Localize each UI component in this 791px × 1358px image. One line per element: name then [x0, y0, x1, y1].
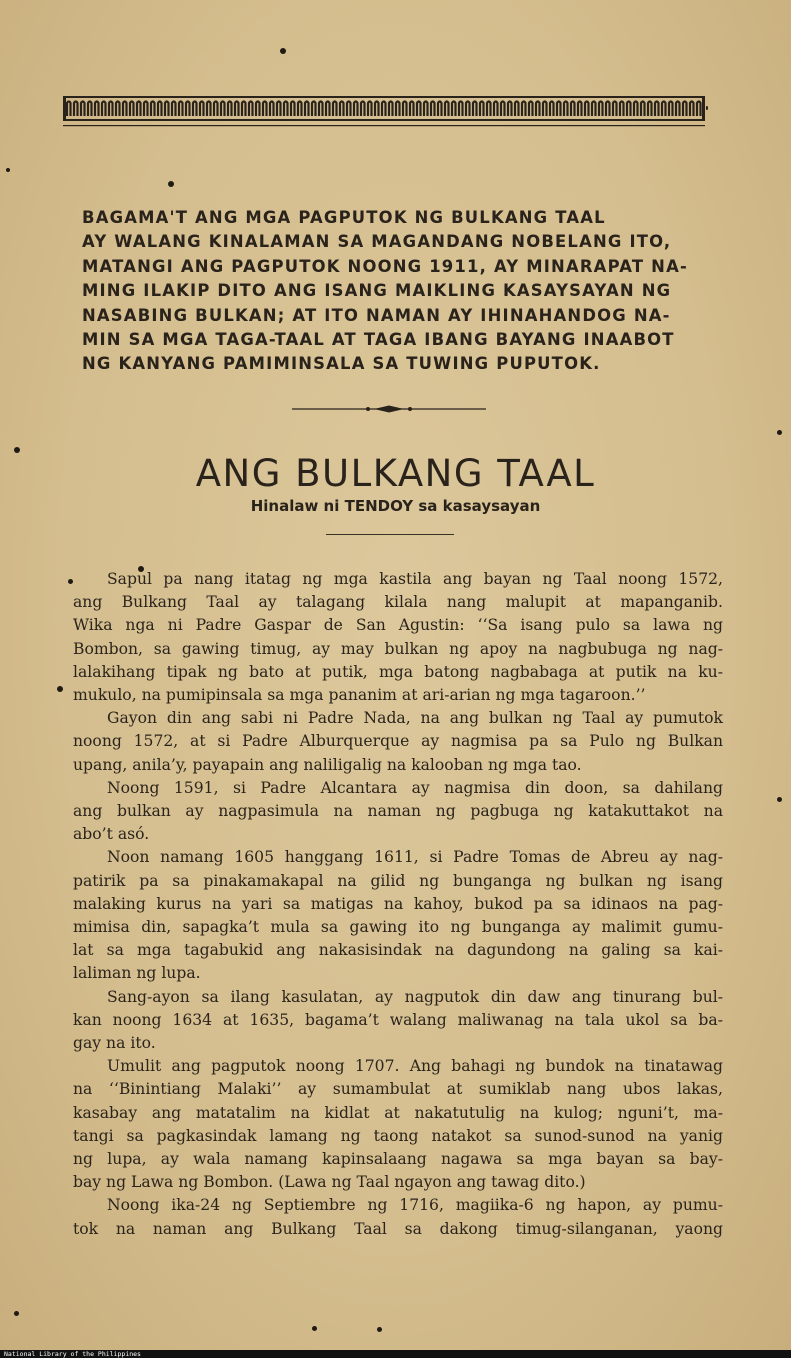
paragraph [73, 707, 723, 777]
text-line: ng lupa, ay wala namang kapinsalaang nagawa sa mga bayan sa bay- [73, 1150, 723, 1169]
text-line: Gayon din ang sabi ni Padre Nada, na ang bulkan ng Taal ay pumutok [107, 709, 723, 728]
text-line: lat sa mga tagabukid ang nakasisindak na dagundong na galing sa kai- [73, 941, 723, 960]
text-line: Noong ika-24 ng Septiembre ng 1716, magiika-6 ng hapon, ay pumu- [107, 1196, 723, 1215]
paragraph [73, 986, 723, 1056]
text-line: tangi sa pagkasindak lamang ng taong natakot sa sunod-sunod na yanig [73, 1126, 723, 1145]
paragraph [73, 1055, 723, 1194]
text-line: laliman ng lupa. [73, 964, 201, 983]
text-line: bay ng Lawa ng Bombon. (Lawa ng Taal ngayon ang tawag dito.) [73, 1173, 586, 1192]
speck [777, 797, 782, 802]
ornament-divider [292, 404, 486, 414]
text-line: gay na ito. [73, 1034, 156, 1053]
paragraph [73, 1194, 723, 1240]
speck [377, 1327, 382, 1332]
page-subtitle: Hinalaw ni TENDOY sa kasaysayan [250, 497, 541, 515]
text-line: lalakihang tipak ng bato at putik, mga batong nagbabaga at putik na ku- [73, 662, 723, 681]
paragraph [73, 846, 723, 985]
dedication-line: MING ILAKIP DITO ANG ISANG MAIKLING KASAYSAYAN NG [82, 281, 672, 301]
page-title: ANG BULKANG TAAL [195, 452, 596, 495]
dedication-line: AY WALANG KINALAMAN SA MAGANDANG NOBELANG ITO, [82, 232, 672, 252]
text-line: Wika nga ni Padre Gaspar de San Agustin: ‘‘Sa isang pulo sa lawa ng [73, 616, 723, 635]
dedication-line: NG KANYANG PAMIMINSALA SA TUWING PUPUTOK. [82, 354, 601, 374]
speck [57, 686, 63, 692]
text-line: malaking kurus na yari sa matigas na kahoy, bukod pa sa idinaos na pag- [73, 894, 723, 913]
text-line: ang Bulkang Taal ay talagang kilala nang malupit at mapanganib. [73, 593, 723, 612]
text-line: mimisa din, sapagka’t mula sa gawing ito ng bunganga ay malimit gumu- [73, 918, 723, 937]
text-line: mukulo, na pumipinsala sa mga pananim at ari-arian ng mga tagaroon.’’ [73, 686, 646, 705]
dedication-line: MATANGI ANG PAGPUTOK NOONG 1911, AY MINARAPAT NA- [82, 256, 688, 276]
dedication-line: MIN SA MGA TAGA-TAAL AT TAGA IBANG BAYANG INAABOT [82, 330, 675, 350]
paragraph [73, 777, 723, 847]
speck [6, 168, 10, 172]
dedication-line: BAGAMA'T ANG MGA PAGPUTOK NG BULKANG TAAL [82, 208, 606, 227]
speck [14, 1311, 19, 1316]
text-line: ang bulkan ay nagpasimula na naman ng pagbuga ng katakuttakot na [73, 802, 723, 821]
text-line: tok na naman ang Bulkang Taal sa dakong timug-silanganan, yaong [73, 1219, 723, 1238]
decorative-border [63, 92, 708, 130]
text-line: Sapul pa nang itatag ng mga kastila ang bayan ng Taal noong 1572, [107, 570, 723, 588]
speck [168, 181, 174, 187]
text-line: abo’t asó. [73, 825, 150, 844]
text-line: patirik pa sa pinakamakapal na gilid ng bunganga ng bulkan ng isang [73, 871, 723, 890]
text-line: na ‘‘Binintiang Malaki’’ ay sumambulat at sumiklab nang ubos lakas, [73, 1080, 723, 1099]
text-line: Sang-ayon sa ilang kasulatan, ay nagputok din daw ang tinurang bul- [107, 987, 723, 1006]
text-line: Noon namang 1605 hanggang 1611, si Padre Tomas de Abreu ay nag- [107, 848, 723, 867]
speck [280, 48, 286, 54]
text-line: kan noong 1634 at 1635, bagama’t walang maliwanag na tala ukol sa ba- [73, 1010, 723, 1029]
paragraph [73, 568, 723, 707]
divider-rule [326, 534, 454, 535]
text-line: upang, anila’y, payapain ang naliligalig na kalooban ng mga tao. [73, 755, 582, 774]
text-line: Bombon, sa gawing timug, ay may bulkan ng apoy na nagbubuga ng nag- [73, 639, 723, 658]
text-line: Umulit ang pagputok noong 1707. Ang bahagi ng bundok na tinatawag [107, 1057, 723, 1076]
speck [777, 430, 782, 435]
text-line: kasabay ang matatalim na kidlat at nakatutulig na kulog; nguni’t, ma- [73, 1103, 723, 1122]
article-body [73, 568, 723, 1241]
text-line: Noong 1591, si Padre Alcantara ay nagmisa din doon, sa dahilang [107, 778, 723, 797]
footer-credit: National Library of the Philippines [0, 1350, 791, 1358]
text-line: noong 1572, at si Padre Alburquerque ay nagmisa pa sa Pulo ng Bulkan [73, 732, 723, 751]
dedication-line: NASABING BULKAN; AT ITO NAMAN AY IHINAHANDOG NA- [82, 305, 671, 325]
speck [312, 1326, 317, 1331]
dedication-note [82, 206, 712, 377]
